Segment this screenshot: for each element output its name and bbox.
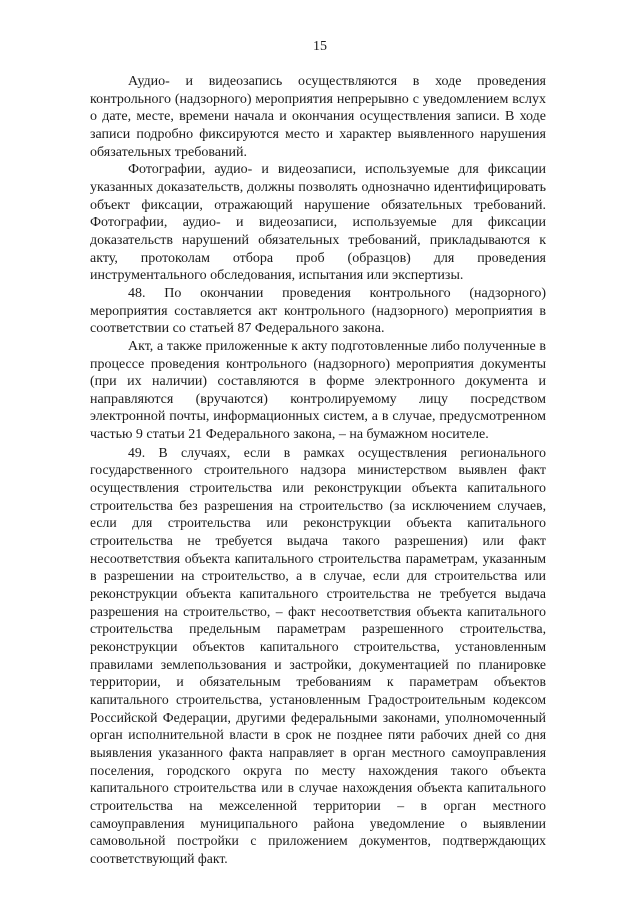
paragraph-48-inspection-act: 48. По окончании проведения контрольного (надзорного) мероприятия составляется акт контрольного (надзорного) мероприятия в соответствии со статьей 87 Федерального закона. xyxy=(90,285,546,337)
document-body xyxy=(90,73,546,868)
page-number: 15 xyxy=(313,39,327,54)
paragraph-49-unauthorized-construction: 49. В случаях, если в рамках осуществления регионального государственного строительного надзора министерством выявлен факт осуществления строительства или реконструкции объекта капитального строительства без разрешения на строительство (за исключением случаев, если для строительства или реконструкции объекта капитального строительства не требуется выдача такого разрешения) или факт несоответствия объекта капитального строительства параметрам, указанным в разрешении на строительство, а в случае, если для строительства или реконструкции объекта капитального строительства не требуется выдача разрешения на строительство, – факт несоответствия объекта капитального строительства предельным параметрам разрешенного строительства, реконструкции объектов капитального строительства, установленным правилами землепользования и застройки, документацией по планировке территории, и обязательным требованиям к параметрам объектов капитального строительства, установленным Градостроительным кодексом Российской Федерации, другими федеральными законами, уполномоченный орган исполнительной власти в срок не позднее пяти рабочих дней со дня выявления указанного факта направляет в орган местного самоуправления поселения, городского округа по месту нахождения такого объекта капитального строительства или в случае нахождения объекта капитального строительства на межселенной территории – в орган местного самоуправления муниципального района уведомление о выявлении самовольной постройки с приложением документов, подтверждающих соответствующий факт. xyxy=(90,444,546,866)
paragraph-photo-evidence: Фотографии, аудио- и видеозаписи, используемые для фиксации указанных доказательств, должны позволять однозначно идентифицировать объект фиксации, отражающий нарушение обязательных требований. Фотографии, аудио- и видеозаписи, используемые для фиксации доказательств нарушений обязательных требований, прикладываются к акту, протоколам отбора проб (образцов) для проведения инструментального обследования, испытания или экспертизы. xyxy=(90,162,546,284)
paragraph-audio-video-recording: Аудио- и видеозапись осуществляются в ходе проведения контрольного (надзорного) мероприятия непрерывно с уведомлением вслух о дате, месте, времени начала и окончания осуществления записи. В ходе записи подробно фиксируются место и характер выявленного нарушения обязательных требований. xyxy=(90,74,546,160)
paragraph-act-delivery: Акт, а также приложенные к акту подготовленные либо полученные в процессе проведения контрольного (надзорного) мероприятия документы (при их наличии) составляются в форме электронного документа и направляются (вручаются) контролируемому лицу посредством электронной почты, информационных систем, а в случае, предусмотренном частью 9 статьи 21 Федерального закона, – на бумажном носителе. xyxy=(90,338,546,443)
